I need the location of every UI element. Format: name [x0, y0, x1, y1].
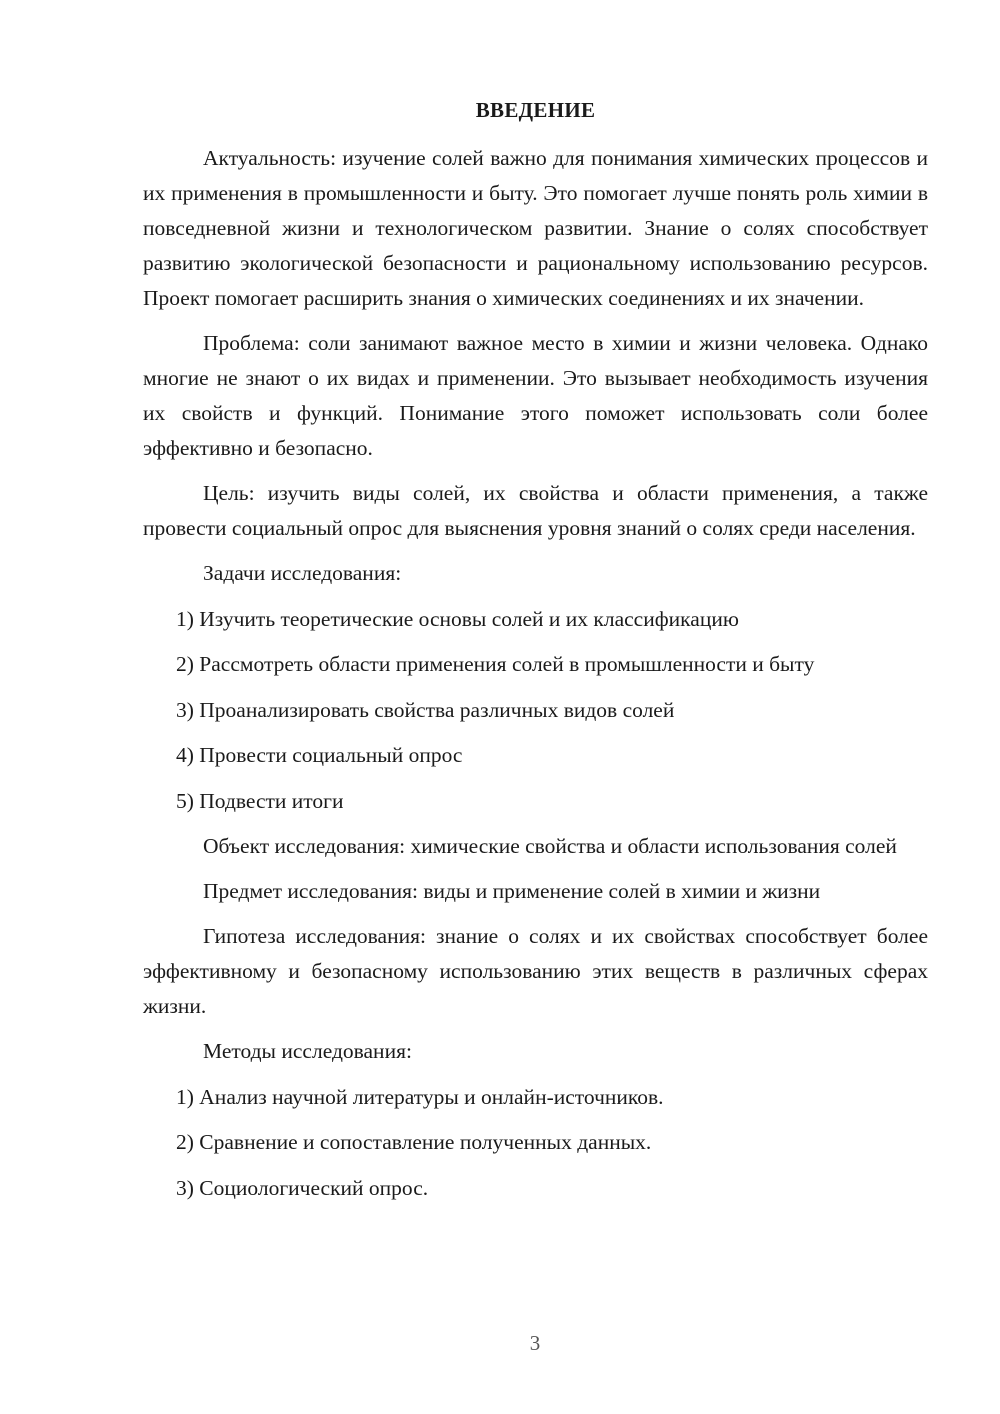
method-item: 2) Сравнение и сопоставление полученных данных.	[176, 1130, 652, 1154]
hypothesis-paragraph: Гипотеза исследования: знание о солях и их свойствах способствует более эффективному и безопасному использованию этих веществ в различных сферах жизни.	[143, 924, 928, 1018]
task-item: 4) Провести социальный опрос	[176, 743, 463, 767]
problem-paragraph: Проблема: соли занимают важное место в химии и жизни человека. Однако многие не знают о их видах и применении. Это вызывает необходимость изучения их свойств и функций. Понимание этого поможет использовать соли более эффективно и безопасно.	[143, 331, 928, 460]
task-item: 5) Подвести итоги	[176, 788, 344, 813]
document-page	[143, 95, 928, 1216]
object-paragraph: Объект исследования: химические свойства и области использования солей	[203, 834, 897, 858]
goal-paragraph: Цель: изучить виды солей, их свойства и области применения, а также провести социальный опрос для выяснения уровня знаний о солях среди населения.	[143, 481, 928, 540]
subject-paragraph: Предмет исследования: виды и применение солей в химии и жизни	[203, 879, 821, 903]
method-item: 1) Анализ научной литературы и онлайн-источников.	[176, 1084, 664, 1109]
relevance-paragraph: Актуальность: изучение солей важно для понимания химических процессов и их применения в промышленности и быту. Это помогает лучше понять роль химии в повседневной жизни и технологическом развитии. Знание о солях способствует развитию экологической безопасности и рациональному использованию ресурсов. Проект помогает расширить знания о химических соединениях и их значении.	[143, 146, 928, 310]
tasks-label: Задачи исследования:	[203, 561, 402, 585]
method-item: 3) Социологический опрос.	[176, 1175, 429, 1200]
methods-label: Методы исследования:	[203, 1039, 412, 1063]
tasks-list	[143, 602, 928, 819]
page-title: ВВЕДЕНИЕ	[475, 98, 596, 122]
task-item: 3) Проанализировать свойства различных видов солей	[176, 697, 675, 722]
page-number: 3	[529, 1331, 541, 1355]
task-item: 1) Изучить теоретические основы солей и их классификацию	[176, 606, 739, 631]
task-item: 2) Рассмотреть области применения солей в промышленности и быту	[176, 652, 815, 676]
methods-list	[143, 1080, 928, 1206]
